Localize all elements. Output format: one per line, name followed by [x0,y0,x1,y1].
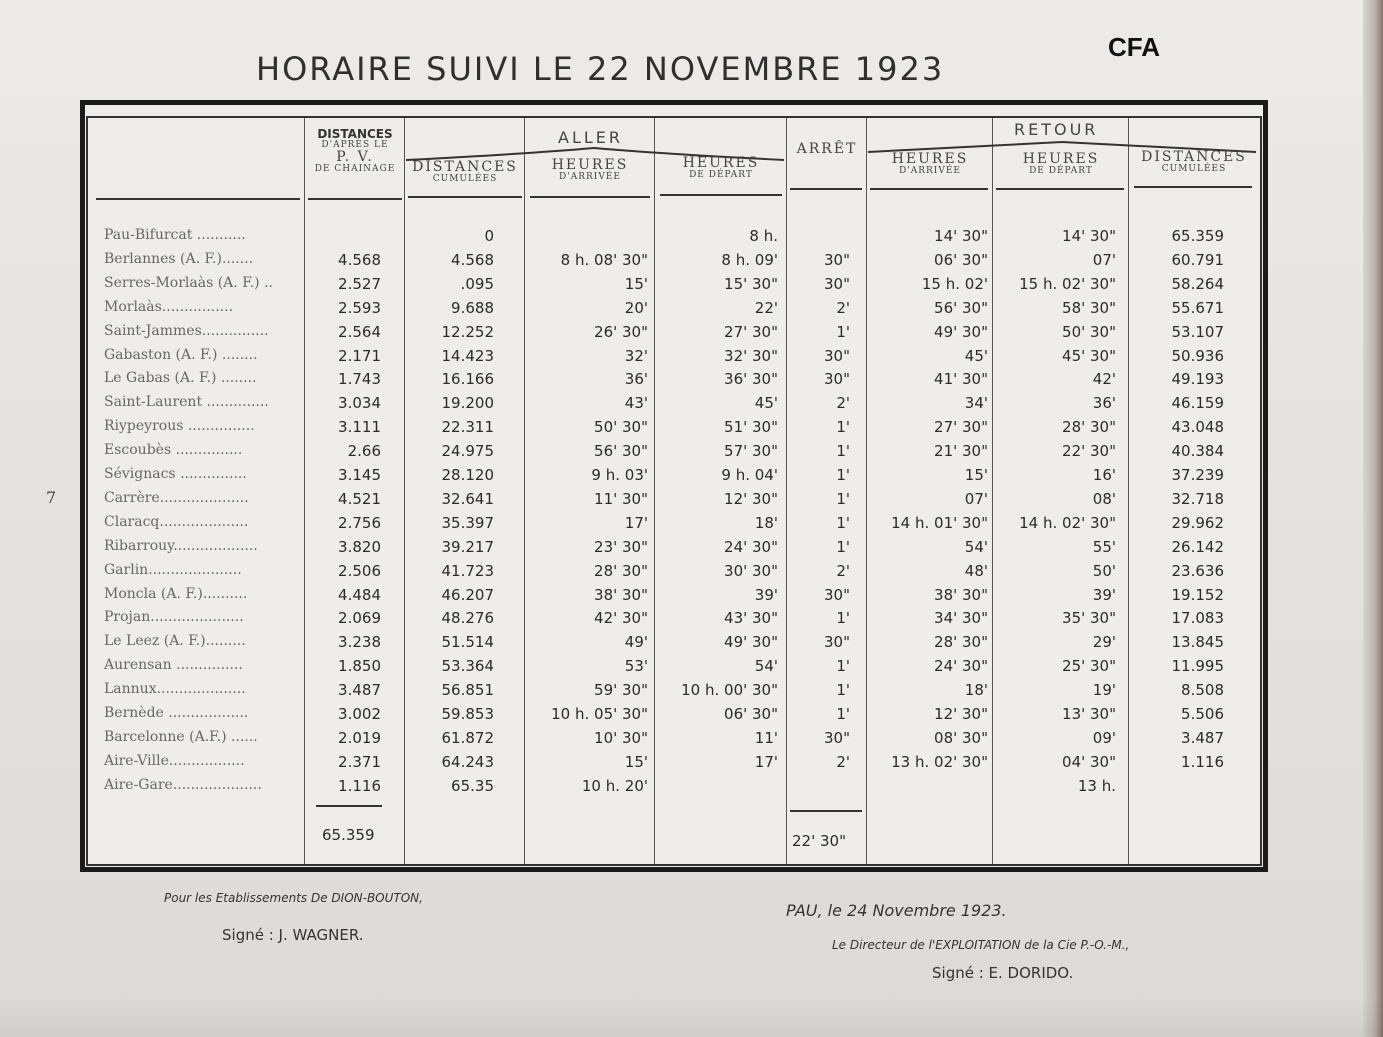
cell-r-cum: 32.718 [1171,489,1224,508]
cell-pv: 2.593 [338,298,381,317]
cell-r-cum: 13.845 [1171,633,1224,652]
cell-arr: 11' 30" [594,489,648,508]
cell-arr: 17' [624,513,648,532]
header-retour-depart [994,152,1128,176]
cell-station: Riypeyrous ............... [104,418,255,435]
cell-r-cum: 11.995 [1171,657,1224,676]
header-retour-arrivee [868,152,992,176]
cell-pv: 2.506 [338,561,381,580]
cell-cum: 16.166 [441,370,494,389]
cell-r-arr: 06' 30" [934,250,988,269]
margin-mark: 7 [46,488,57,507]
header-text: CUMULÉES [432,173,498,184]
cell-r-dep: 28' 30" [1062,418,1116,437]
cell-arr: 20' [624,298,648,317]
cell-r-dep: 55' [1092,537,1116,556]
header-aller-distances [406,160,524,184]
table-row [96,416,1256,440]
cell-pv: 2.527 [338,274,381,293]
cell-r-dep: 50' [1092,561,1116,580]
cell-cum: 53.364 [441,657,494,676]
header-text: HEURES [682,155,760,171]
cell-station: Aurensan ............... [104,657,243,674]
cell-r-arr: 34' [964,394,988,413]
table-row [96,607,1256,631]
header-aller: ALLER [558,128,623,147]
table-row [96,297,1256,321]
header-text: DE DÉPART [689,169,753,180]
cell-station: Moncla (A. F.).......... [104,585,248,602]
cell-dep: 32' 30" [724,346,778,365]
header-arret [788,142,866,157]
cell-r-arr: 24' 30" [934,657,988,676]
cell-arr: 26' 30" [594,322,648,341]
table-row [96,345,1256,369]
cell-station: Carrère.................... [104,489,249,506]
table-row [96,368,1256,392]
table-row [96,440,1256,464]
cell-r-cum: 17.083 [1171,609,1224,628]
cell-station: Le Leez (A. F.)......... [104,633,246,650]
cell-cum: 24.975 [441,442,494,461]
cell-station: Garlin..................... [104,561,242,578]
header-text: CUMULÉES [1161,163,1227,174]
cell-stop: 1' [836,418,850,437]
cell-r-cum: 19.152 [1171,585,1224,604]
cell-dep: 10 h. 00' 30" [681,681,778,700]
cell-r-dep: 09' [1092,728,1116,747]
cell-station: Aire-Ville................. [104,752,245,769]
cell-pv: 2.564 [338,322,381,341]
paper-shadow [0,997,1383,1037]
cell-arr: 10 h. 20' [581,776,648,795]
cell-dep: 43' 30" [724,609,778,628]
cell-pv: 2.66 [347,442,381,461]
cell-arr: 15' [624,274,648,293]
cell-arr: 36' [624,370,648,389]
cell-r-dep: 39' [1092,585,1116,604]
footer-right-place-date: PAU, le 24 Novembre 1923. [786,901,1007,920]
table-row [96,321,1256,345]
header-rule [408,196,522,198]
cell-r-dep: 22' 30" [1062,442,1116,461]
header-rule [660,194,782,196]
cell-r-arr: 34' 30" [934,609,988,628]
cell-cum: 19.200 [441,394,494,413]
cell-r-cum: 26.142 [1171,537,1224,556]
table-row [96,679,1256,703]
cell-station: Ribarrouy................... [104,537,258,554]
cell-pv: 4.484 [338,585,381,604]
footer-left-line1: Pour les Etablissements De DION-BOUTON, [164,891,423,905]
cell-stop: 1' [836,489,850,508]
cell-pv: 4.568 [338,250,381,269]
cell-r-arr: 41' 30" [934,370,988,389]
header-rule [96,198,300,200]
header-rule [790,188,862,190]
cell-stop: 30" [824,633,850,652]
cell-r-arr: 28' 30" [934,633,988,652]
cell-cum: 39.217 [441,537,494,556]
cell-r-cum: 49.193 [1171,370,1224,389]
cell-stop: 1' [836,537,850,556]
cell-r-dep: 29' [1092,633,1116,652]
cell-cum: 9.688 [451,298,494,317]
cell-cum: 41.723 [441,561,494,580]
cell-cum: 51.514 [441,633,494,652]
cell-r-arr: 12' 30" [934,705,988,723]
cell-r-dep: 19' [1092,681,1116,700]
cell-station: Sévignacs ............... [104,466,247,482]
cell-stop: 2' [836,394,850,413]
cell-dep: 45' [754,394,778,413]
cell-arr: 10 h. 05' 30" [551,705,648,723]
cell-arr: 49' [624,633,648,652]
header-text: HEURES [891,151,969,167]
table-row [96,488,1256,512]
cell-pv: 3.487 [338,681,381,700]
cell-station: Lannux.................... [104,681,246,698]
cell-r-arr: 14 h. 01' 30" [891,513,988,532]
table-row [96,512,1256,536]
cell-r-dep: 58' 30" [1062,298,1116,317]
cell-r-dep: 16' [1092,466,1116,484]
cell-stop: 2' [836,298,850,317]
cell-dep: 51' 30" [724,418,778,437]
cell-r-dep: 42' [1092,370,1116,389]
cell-r-dep: 14 h. 02' 30" [1019,513,1116,532]
cell-r-dep: 36' [1092,394,1116,413]
cell-stop: 30" [824,585,850,604]
cell-dep: 8 h. [749,227,778,245]
table-row [96,225,1256,249]
cell-station: Saint-Laurent .............. [104,394,269,411]
header-rule [996,188,1124,190]
cell-cum: 56.851 [441,681,494,700]
cell-cum: .095 [460,274,494,293]
header-text: ARRÊT [796,141,858,157]
table-row [96,584,1256,608]
cell-station: Pau-Bifurcat ........... [104,227,246,243]
cell-r-dep: 13' 30" [1062,705,1116,723]
cell-pv: 1.116 [338,776,381,795]
cell-station: Barcelonne (A.F.) ...... [104,728,258,745]
cell-r-cum: 60.791 [1171,250,1224,269]
cell-cum: 35.397 [441,513,494,532]
cell-r-arr: 48' [964,561,988,580]
cell-station: Berlannes (A. F.)....... [104,250,254,267]
header-text: DE DÉPART [1029,165,1093,176]
cell-r-dep: 08' [1092,489,1116,508]
cell-dep: 22' [754,298,778,317]
table-row [96,775,1256,799]
header-rule [530,196,650,198]
cell-station: Aire-Gare.................... [104,776,262,793]
total-rule [790,810,862,812]
header-text: HEURES [1022,151,1100,167]
cell-arr: 53' [624,657,648,676]
cell-stop: 1' [836,513,850,532]
cell-r-arr: 38' 30" [934,585,988,604]
header-text: HEURES [551,157,629,173]
cell-r-cum: 3.487 [1181,728,1224,747]
table-row [96,273,1256,297]
cell-stop: 1' [836,442,850,461]
cell-stop: 30" [824,274,850,293]
cell-dep: 9 h. 04' [721,466,778,484]
cell-dep: 27' 30" [724,322,778,341]
table-row [96,560,1256,584]
cell-r-cum: 58.264 [1171,274,1224,293]
cell-pv: 3.820 [338,537,381,556]
cell-station: Morlaàs................ [104,298,234,315]
cell-dep: 49' 30" [724,633,778,652]
cell-dep: 36' 30" [724,370,778,389]
cell-arr: 59' 30" [594,681,648,700]
cell-r-dep: 50' 30" [1062,322,1116,341]
cell-station: Claracq.................... [104,513,249,530]
cell-pv: 2.069 [338,609,381,628]
cell-station: Gabaston (A. F.) ........ [104,346,258,363]
cell-stop: 1' [836,705,850,723]
cell-stop: 30" [824,250,850,269]
cell-arr: 23' 30" [594,537,648,556]
table-row [96,727,1256,751]
cell-r-arr: 54' [964,537,988,556]
cell-r-cum: 50.936 [1171,346,1224,365]
cell-arr: 50' 30" [594,418,648,437]
cell-pv: 3.034 [338,394,381,413]
cell-stop: 30" [824,346,850,365]
header-retour-distances [1130,150,1258,174]
cell-station: Serres-Morlaàs (A. F.) .. [104,274,273,291]
cell-arr: 10' 30" [594,728,648,747]
cell-dep: 24' 30" [724,537,778,556]
cell-station: Escoubès ............... [104,442,243,459]
cell-dep: 18' [754,513,778,532]
cell-dep: 57' 30" [724,442,778,461]
cell-cum: 48.276 [441,609,494,628]
table-row [96,631,1256,655]
table-row [96,464,1256,488]
cell-r-arr: 08' 30" [934,728,988,747]
cell-cum: 22.311 [441,418,494,437]
cell-arr: 28' 30" [594,561,648,580]
cell-pv: 3.002 [338,705,381,723]
cell-r-cum: 40.384 [1171,442,1224,461]
table-row [96,249,1256,273]
cell-stop: 1' [836,681,850,700]
table-row [96,703,1256,727]
cell-r-dep: 04' 30" [1062,752,1116,771]
cell-r-arr: 27' 30" [934,418,988,437]
cell-r-dep: 35' 30" [1062,609,1116,628]
cell-r-cum: 46.159 [1171,394,1224,413]
cell-cum: 64.243 [441,752,494,771]
cell-stop: 1' [836,657,850,676]
cell-r-cum: 65.359 [1171,227,1224,245]
cell-r-dep: 45' 30" [1062,346,1116,365]
header-distances-pv [306,128,404,174]
header-aller-arrivee [526,158,654,182]
total-stop-time: 22' 30" [792,832,846,850]
cell-arr: 38' 30" [594,585,648,604]
cell-r-dep: 14' 30" [1062,227,1116,245]
table-row [96,536,1256,560]
cell-r-dep: 25' 30" [1062,657,1116,676]
cell-dep: 39' [754,585,778,604]
cell-r-cum: 37.239 [1171,466,1224,484]
cell-stop: 1' [836,609,850,628]
cell-dep: 30' 30" [724,561,778,580]
cell-dep: 11' [754,728,778,747]
header-retour: RETOUR [1014,120,1099,139]
cell-pv: 2.171 [338,346,381,365]
cell-pv: 1.743 [338,370,381,389]
cell-stop: 2' [836,561,850,580]
cell-stop: 1' [836,322,850,341]
cell-pv: 2.371 [338,752,381,771]
cell-r-arr: 21' 30" [934,442,988,461]
paper-edge [1363,0,1383,1037]
cell-arr: 42' 30" [594,609,648,628]
cell-station: Bernède .................. [104,705,249,721]
cell-r-dep: 13 h. [1077,776,1116,795]
header-text: DISTANCES [317,127,393,141]
cell-cum: 46.207 [441,585,494,604]
cell-r-dep: 15 h. 02' 30" [1019,274,1116,293]
cell-r-arr: 49' 30" [934,322,988,341]
cell-arr: 32' [624,346,648,365]
footer-right-signature: Signé : E. DORIDO. [932,964,1074,982]
cell-pv: 2.019 [338,728,381,747]
cell-arr: 8 h. 08' 30" [560,250,648,269]
cell-r-cum: 5.506 [1181,705,1224,723]
cell-r-arr: 15 h. 02' [921,274,988,293]
cell-cum: 32.641 [441,489,494,508]
cell-cum: 0 [484,227,494,245]
cell-stop: 30" [824,370,850,389]
header-text: D'ARRIVÉE [899,165,961,176]
header-rule [870,188,988,190]
cell-pv: 3.238 [338,633,381,652]
header-text: P. V. [336,149,374,166]
footer-right-title: Le Directeur de l'EXPLOITATION de la Cie P.-O.-M., [832,938,1130,952]
cell-r-cum: 1.116 [1181,752,1224,771]
cell-pv: 3.145 [338,466,381,484]
cell-r-arr: 07' [964,489,988,508]
cfa-stamp: CFA [1108,32,1160,62]
table-row [96,655,1256,679]
cell-dep: 15' 30" [724,274,778,293]
header-text: DISTANCES [1141,149,1247,165]
header-text: DE CHAINAGE [314,163,396,174]
cell-cum: 28.120 [441,466,494,484]
footer-left-signature: Signé : J. WAGNER. [222,926,364,944]
header-rule [1134,186,1252,188]
cell-station: Le Gabas (A. F.) ........ [104,370,257,387]
cell-dep: 06' 30" [724,705,778,723]
cell-cum: 12.252 [441,322,494,341]
header-text: D'ARRIVÉE [559,171,621,182]
cell-dep: 17' [754,752,778,771]
cell-r-cum: 53.107 [1171,322,1224,341]
cell-stop: 1' [836,466,850,484]
cell-r-arr: 18' [964,681,988,700]
header-text: D'APRÈS LE [321,139,389,150]
cell-stop: 30" [824,728,850,747]
header-aller-depart [656,156,786,180]
cell-cum: 14.423 [441,346,494,365]
cell-r-cum: 23.636 [1171,561,1224,580]
cell-r-arr: 13 h. 02' 30" [891,752,988,771]
cell-stop: 2' [836,752,850,771]
cell-r-cum: 55.671 [1171,298,1224,317]
header-rule [308,198,402,200]
cell-r-arr: 56' 30" [934,298,988,317]
cell-pv: 4.521 [338,489,381,508]
cell-r-cum: 29.962 [1171,513,1224,532]
cell-cum: 4.568 [451,250,494,269]
cell-pv: 3.111 [338,418,381,437]
cell-r-arr: 45' [964,346,988,365]
cell-r-cum: 8.508 [1181,681,1224,700]
cell-dep: 12' 30" [724,489,778,508]
table-row [96,751,1256,775]
cell-arr: 15' [624,752,648,771]
cell-arr: 56' 30" [594,442,648,461]
table-row [96,392,1256,416]
cell-station: Saint-Jammes............... [104,322,269,339]
cell-r-arr: 14' 30" [934,227,988,245]
total-pv-distance: 65.359 [322,826,375,844]
cell-cum: 59.853 [441,705,494,723]
cell-r-cum: 43.048 [1171,418,1224,437]
cell-arr: 43' [624,394,648,413]
cell-pv: 1.850 [338,657,381,676]
document-title: HORAIRE SUIVI LE 22 NOVEMBRE 1923 [256,50,945,88]
cell-dep: 8 h. 09' [721,250,778,269]
cell-r-arr: 15' [964,466,988,484]
cell-r-dep: 07' [1092,250,1116,269]
cell-cum: 65.35 [451,776,494,795]
cell-cum: 61.872 [441,728,494,747]
header-text: DISTANCES [412,159,518,175]
cell-station: Projan..................... [104,609,244,626]
cell-arr: 9 h. 03' [591,466,648,484]
cell-pv: 2.756 [338,513,381,532]
cell-dep: 54' [754,657,778,676]
total-rule [316,805,382,807]
